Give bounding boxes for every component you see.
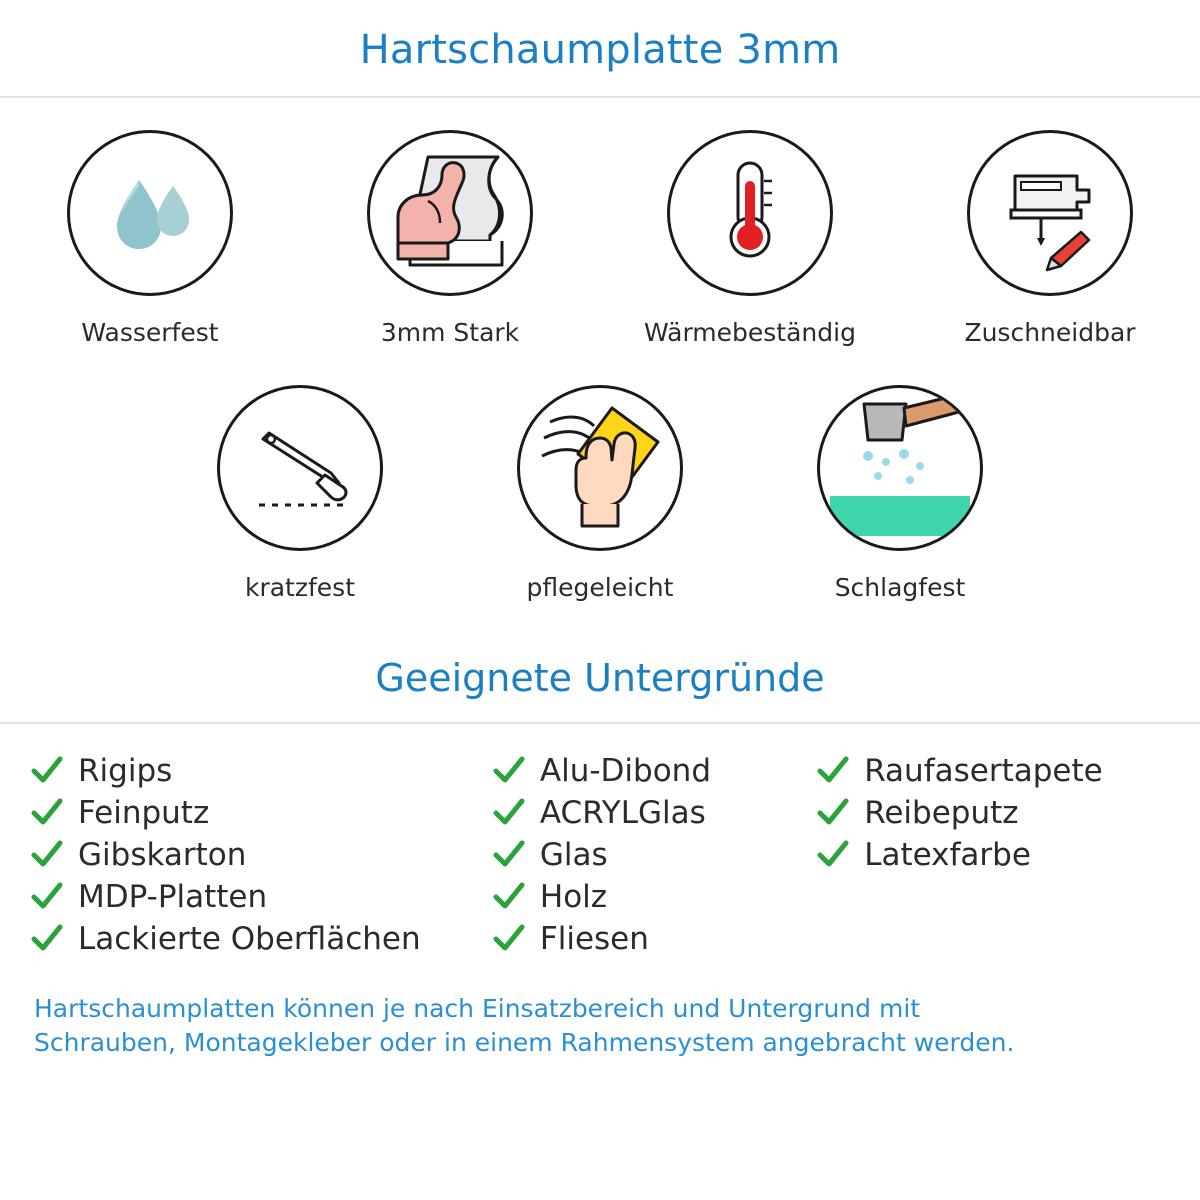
check-icon — [492, 880, 526, 914]
feature-label: Zuschneidbar — [964, 318, 1136, 347]
list-item-label: Feinputz — [78, 794, 210, 831]
substrate-column-2 — [492, 750, 816, 960]
feature-grid — [0, 98, 1200, 602]
list-item — [492, 834, 816, 876]
thermometer-icon — [690, 151, 810, 275]
substrate-column-1 — [30, 750, 492, 960]
feature-schlagfest — [750, 385, 1050, 602]
list-item-label: Gibskarton — [78, 836, 247, 873]
feature-icon-circle — [367, 130, 533, 296]
check-icon — [492, 754, 526, 788]
list-item-label: Raufasertapete — [864, 752, 1103, 789]
feature-label: pflegeleicht — [526, 573, 674, 602]
list-item-label: Rigips — [78, 752, 173, 789]
feature-label: Schlagfest — [834, 573, 966, 602]
list-item — [30, 918, 492, 960]
feature-label: Wärmebeständig — [644, 318, 856, 347]
list-item-label: Reibeputz — [864, 794, 1019, 831]
list-item — [492, 792, 816, 834]
header — [0, 0, 1200, 74]
feature-icon-circle — [967, 130, 1133, 296]
substrates-list — [0, 750, 1200, 960]
check-icon — [30, 796, 64, 830]
list-item-label: Glas — [539, 836, 608, 873]
feature-row-1 — [0, 130, 1200, 347]
list-item — [816, 792, 1170, 834]
list-item — [492, 876, 816, 918]
feature-icon-circle — [217, 385, 383, 551]
list-item — [492, 750, 816, 792]
feature-icon-circle — [667, 130, 833, 296]
feature-icon-circle — [67, 130, 233, 296]
substrates-header — [0, 656, 1200, 700]
check-icon — [492, 838, 526, 872]
feature-icon-circle — [517, 385, 683, 551]
list-item — [492, 918, 816, 960]
list-item — [816, 750, 1170, 792]
list-item-label: ACRYLGlas — [539, 794, 706, 831]
list-item — [30, 834, 492, 876]
list-item — [30, 750, 492, 792]
check-icon — [492, 922, 526, 956]
feature-3mm-stark — [300, 130, 600, 347]
check-icon — [30, 754, 64, 788]
footer-note — [0, 992, 1200, 1060]
check-icon — [492, 796, 526, 830]
check-icon — [30, 838, 64, 872]
list-item — [30, 792, 492, 834]
footer-note-line-2: Schrauben, Montagekleber oder in einem Rahmensystem angebracht werden. — [34, 1027, 1015, 1057]
footer-note-line-1: Hartschaumplatten können je nach Einsatzbereich und Untergrund mit — [34, 994, 921, 1023]
check-icon — [816, 796, 850, 830]
feature-waermebestaendig — [600, 130, 900, 347]
list-item — [816, 834, 1170, 876]
list-item — [30, 876, 492, 918]
list-item-label: Lackierte Oberflächen — [78, 920, 421, 957]
feature-icon-circle — [817, 385, 983, 551]
substrates-title: Geeignete Untergründe — [375, 656, 825, 700]
check-icon — [816, 838, 850, 872]
feature-pflegeleicht — [450, 385, 750, 602]
list-item-label: MDP-Platten — [78, 878, 268, 915]
list-item-label: Alu-Dibond — [539, 752, 711, 789]
list-item-label: Holz — [539, 878, 608, 915]
list-item-label: Fliesen — [539, 920, 649, 957]
hammer-impact-icon — [820, 386, 980, 550]
check-icon — [30, 880, 64, 914]
jigsaw-cutter-icon — [985, 146, 1115, 280]
flexing-arm-icon — [370, 131, 530, 295]
list-item-label: Latexfarbe — [864, 836, 1031, 873]
knife-scratch-icon — [235, 401, 365, 535]
page-title: Hartschaumplatte 3mm — [359, 27, 841, 73]
feature-wasserfest — [0, 130, 300, 347]
check-icon — [816, 754, 850, 788]
water-drops-icon — [95, 156, 205, 270]
divider-middle — [0, 722, 1200, 724]
hand-wiping-cloth-icon — [520, 386, 680, 550]
feature-label: 3mm Stark — [380, 318, 520, 347]
substrate-column-3 — [816, 750, 1170, 960]
check-icon — [30, 922, 64, 956]
feature-label: kratzfest — [244, 573, 355, 602]
feature-label: Wasserfest — [81, 318, 219, 347]
feature-row-2 — [0, 385, 1200, 602]
feature-kratzfest — [150, 385, 450, 602]
feature-zuschneidbar — [900, 130, 1200, 347]
